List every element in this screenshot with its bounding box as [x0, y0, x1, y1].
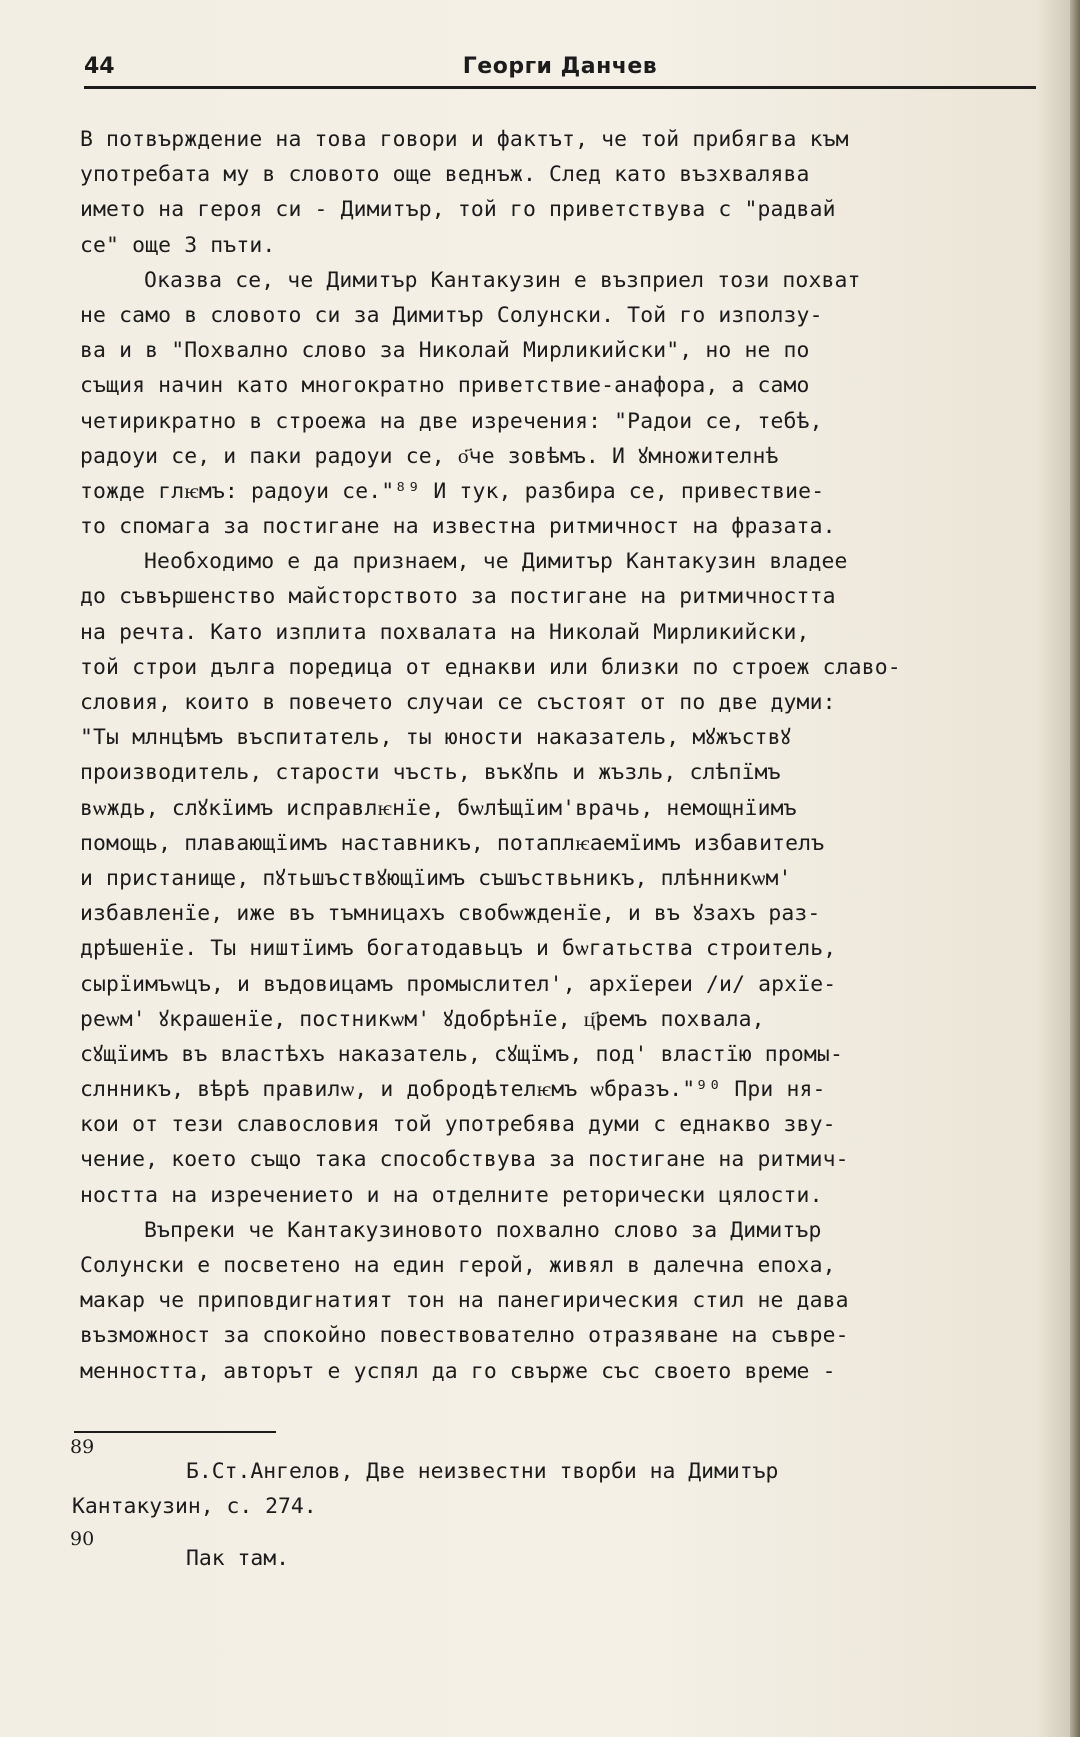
text-line: сꙋщїимъ въ властѣхъ наказатель, сꙋщїмъ, под' властїю промы- [80, 1041, 843, 1067]
text-line: В потвърждение на това говори и фактът, че той прибягва към [80, 127, 849, 152]
text-line: "Ты млнцѣмъ въспитатель, ты юности наказатель, мꙋжъствꙋ [80, 725, 791, 751]
body-text [80, 122, 1056, 1389]
text-line: слнникъ, вѣрѣ правилѡ, и добродѣтелѥмъ ѡбразъ."⁹⁰ При ня- [80, 1077, 826, 1103]
text-line: словия, които в повечето случаи се състоят от по две думи: [80, 690, 836, 715]
footnote-89 [72, 1454, 1052, 1524]
text-line: дрѣшенїе. Ты ништїимъ богатодавьцъ и бѡгатьства строитель, [80, 936, 837, 962]
text-line: Солунски е посветено на един герой, живял в далечна епоха, [80, 1253, 836, 1278]
text-line: кои от тези славословия той употребява думи с еднакво зву- [80, 1112, 836, 1138]
text-line: Въпреки че Кантакузиновото похвално слово за Димитър [144, 1217, 822, 1243]
text-line: на речта. Като изплита похвалата на Николай Мирликийски, [80, 619, 810, 645]
text-line: сырїимъѡцъ, и въдовицамъ промыслител', архїереи /и/ архїе- [80, 971, 837, 997]
footnote-number: 89 [70, 1436, 95, 1458]
text-line: името на героя си - Димитър, той го приветствува с "радвай [80, 197, 836, 223]
text-line: избавленїе, иже въ тъмницахъ свобѡжденїе, и въ ꙋзахъ раз- [80, 901, 821, 927]
text-line: употребата му в словото още веднъж. След като възхвалява [80, 162, 810, 188]
footnote-line: Б.Ст.Ангелов, Две неизвестни творби на Димитър [186, 1459, 779, 1484]
text-line: Оказва се, че Димитър Кантакузин е възприел този похват [144, 267, 861, 293]
text-line: същия начин като многократно приветствие-анафора, а само [80, 373, 810, 399]
footnote-separator [74, 1431, 276, 1433]
text-line: менността, авторът е успял да го свърже със своето време - [80, 1358, 836, 1384]
text-line: помощь, плавающїимъ наставникъ, потаплѥаемїимъ избавителъ [80, 830, 825, 856]
text-line: той строи дълга поредица от еднакви или близки по строеж славо- [80, 654, 901, 680]
text-line: макар че приповдигнатият тон на панегирическия стил не дава [80, 1288, 849, 1314]
text-line: чение, което също така способствува за постигане на ритмич- [80, 1147, 849, 1173]
page-header [84, 52, 1036, 86]
text-line: се" още 3 пъти. [80, 232, 276, 258]
footnote-number: 90 [70, 1528, 95, 1550]
running-head-author: Георги Данчев [462, 54, 658, 79]
text-line: реѡм' ꙋкрашенїе, постникѡм' ꙋдобрѣнїе, ц҃ремъ похвала, [80, 1006, 765, 1032]
text-line: радоуи се, и паки радоуи се, о҃че зовѣмъ. И ꙋмножителнѣ [80, 443, 779, 469]
text-line: производитель, старости чъсть, въкꙋпь и жъзль, слѣпїмъ [80, 760, 781, 786]
text-line: възможност за спокойно повествователно отразяване на съвре- [80, 1323, 849, 1349]
footnote-90 [72, 1541, 1052, 1576]
text-line: то спомага за постигане на известна ритмичност на фразата. [80, 514, 836, 540]
page-spine-shadow [1070, 0, 1080, 1737]
text-line: Необходимо е да признаем, че Димитър Кантакузин владее [144, 549, 848, 575]
text-line: до съвършенство майсторството за постигане на ритмичността [80, 584, 836, 610]
text-line: ва и в "Похвално слово за Николай Мирликийски", но не по [80, 338, 810, 364]
text-line: тожде глѥмъ: радоуи се."⁸⁹ И тук, разбира се, привествие- [80, 478, 825, 504]
footnote-line: Пак там. [186, 1546, 290, 1571]
text-line: и пристанище, пꙋтьшъствꙋющїимъ съшъствьникъ, плѣнникѡм' [80, 865, 792, 891]
text-line: вѡждь, слꙋкїимъ исправлѥнїе, бѡлѣщїим'врачь, немощнїимъ [80, 795, 797, 821]
text-line: четирикратно в строежа на две изречения: "Радои се, тебѣ, [80, 408, 823, 434]
header-rule [84, 86, 1036, 89]
footnote-line: Кантакузин, с. 274. [72, 1494, 317, 1519]
page-number: 44 [84, 54, 115, 79]
text-line: ността на изречението и на отделните реторически цялости. [80, 1182, 823, 1208]
text-line: не само в словото си за Димитър Солунски. Той го използу- [80, 302, 823, 328]
